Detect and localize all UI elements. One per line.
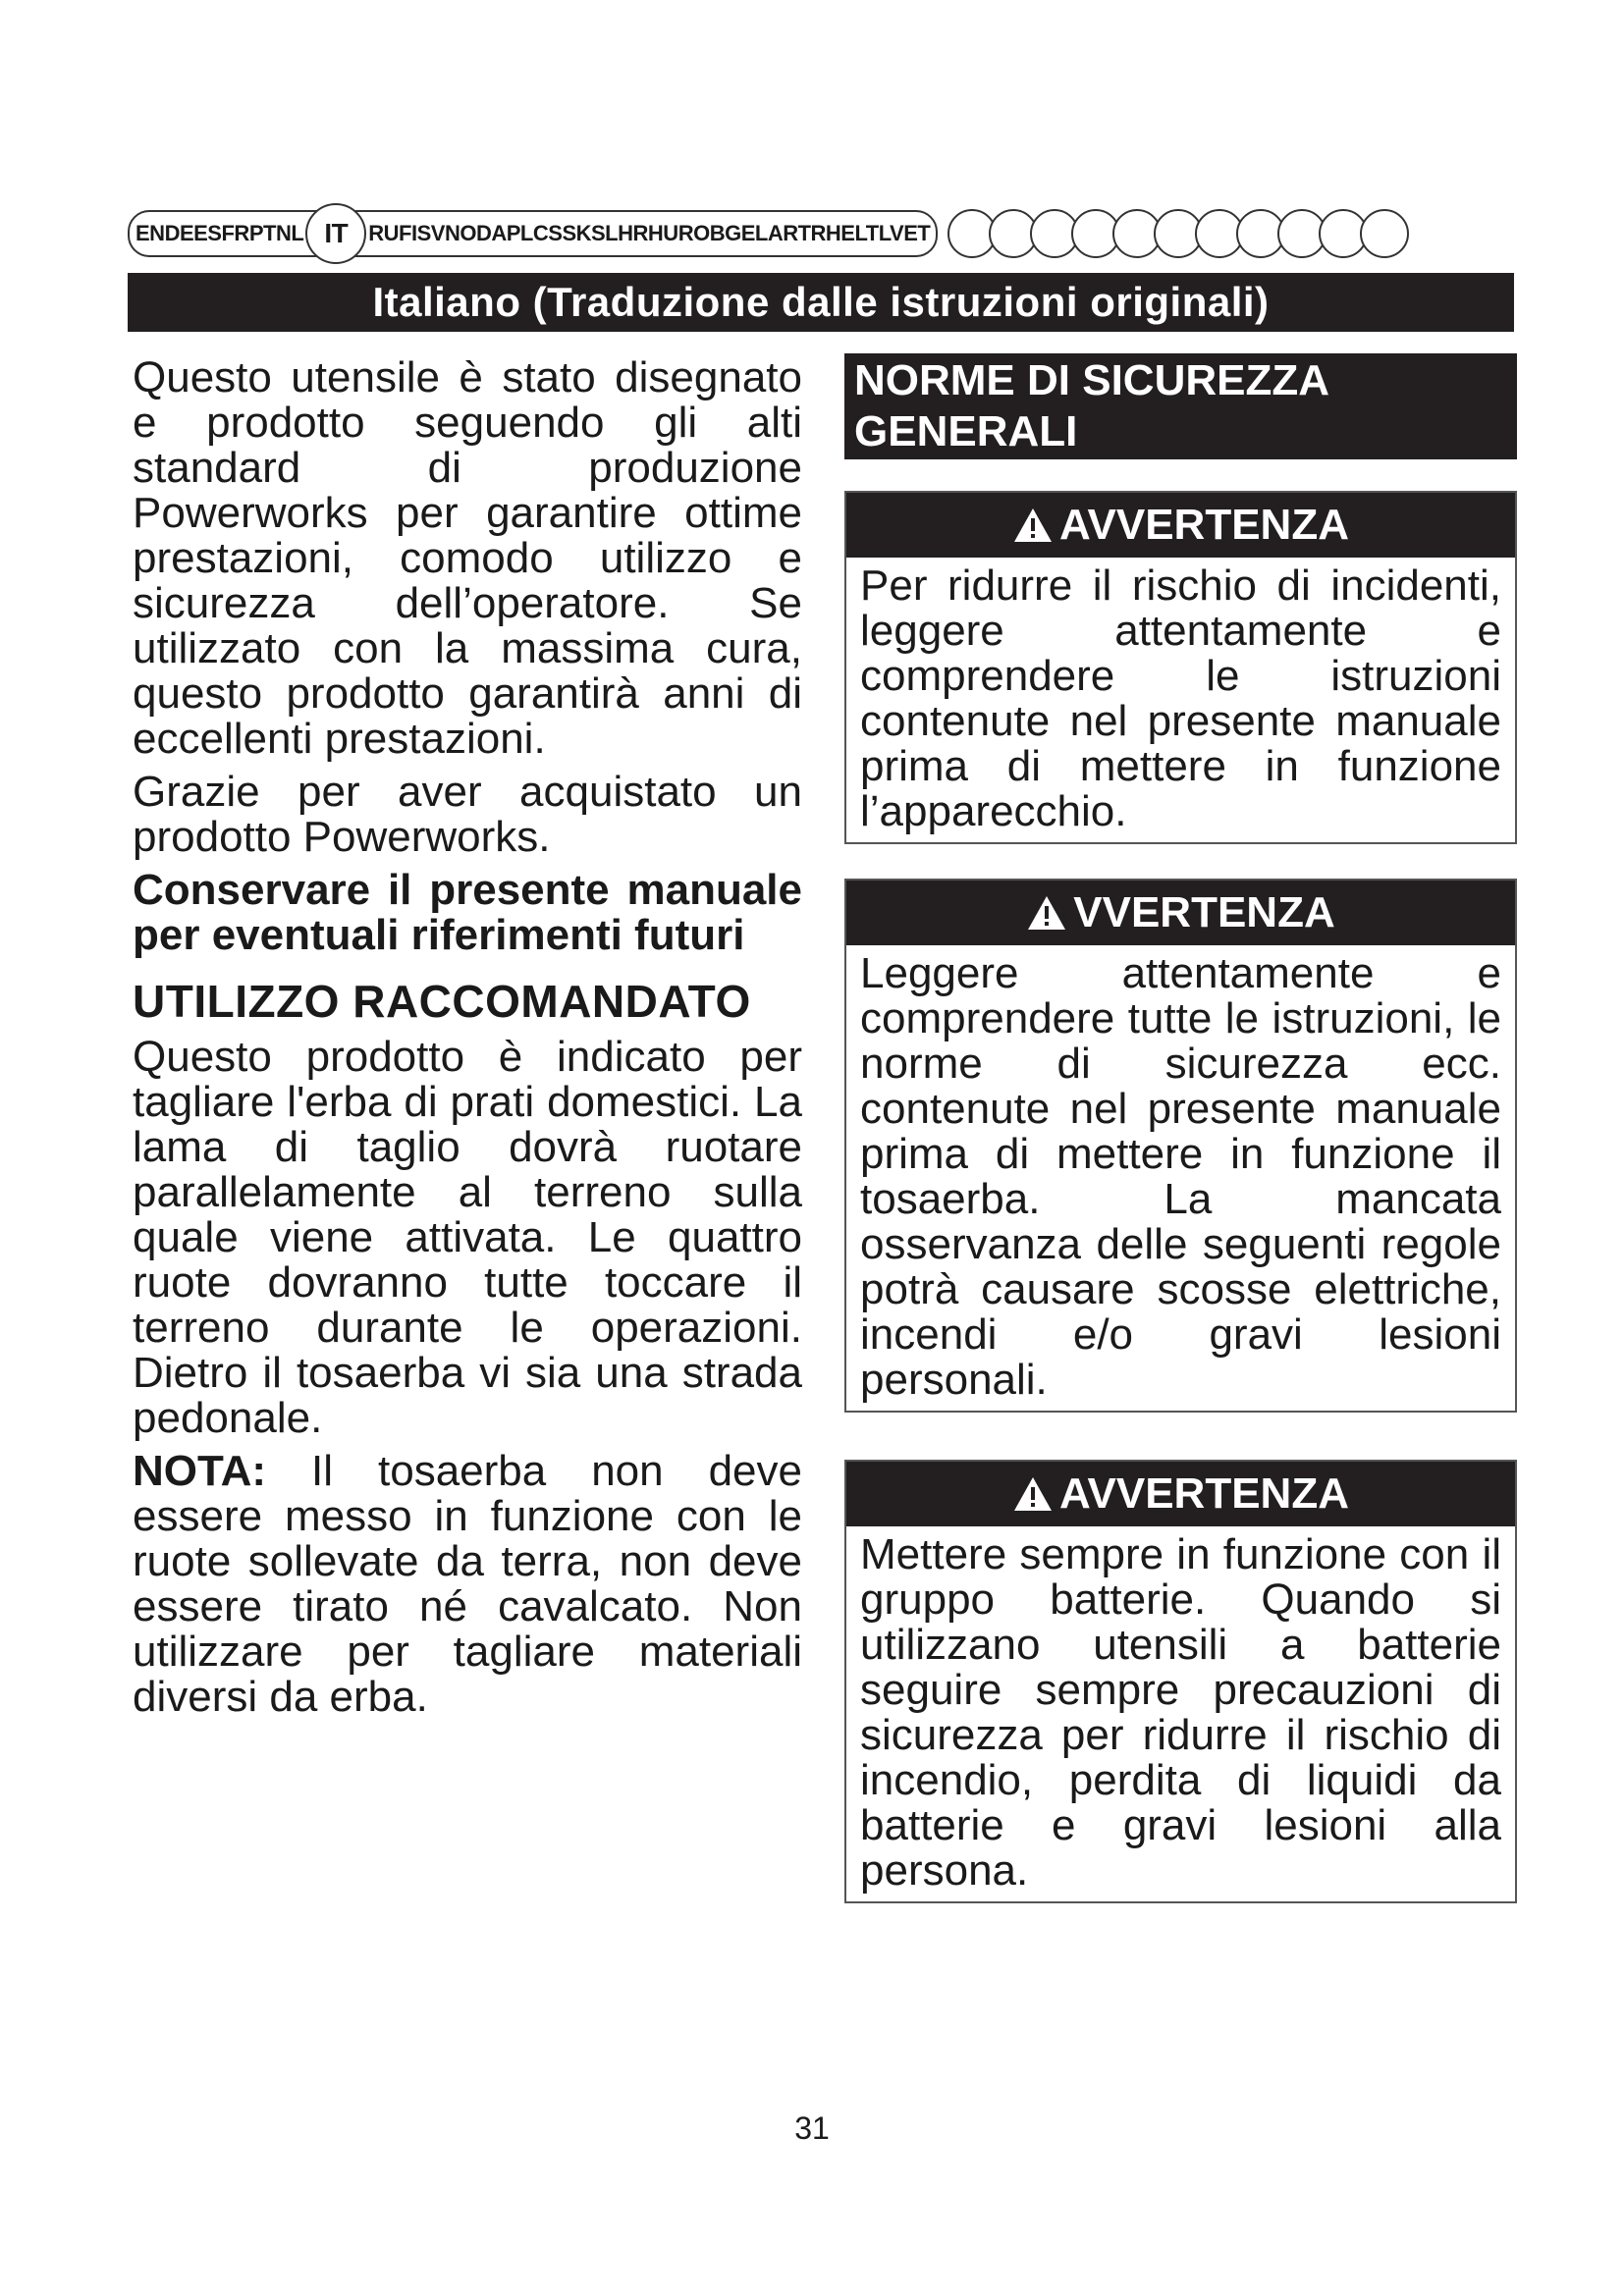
warning-header (846, 493, 1515, 558)
warning-triangle-icon (1026, 894, 1067, 932)
language-tab-strip (128, 208, 1517, 259)
language-tab-ro[interactable]: RO (677, 221, 710, 245)
language-codes (128, 210, 938, 257)
note-label: NOTA: (133, 1447, 267, 1495)
warning-text: Leggere attentamente e comprendere tutte le istruzioni, le norme di sicurezza ecc. contenute nel presente manuale prima di mettere in funzione il tosaerba. La mancata osservanza delle seguenti regole potrà causare scosse elettriche, incendi e/o gravi lesioni personali. (860, 949, 1501, 1404)
language-tab-lt[interactable]: LT (854, 221, 879, 245)
language-tab-et[interactable]: ET (903, 221, 931, 245)
warning-triangle-icon (1012, 507, 1054, 544)
warning-box-1 (844, 491, 1517, 844)
right-column (844, 353, 1517, 459)
language-tab-hu[interactable]: HU (647, 221, 678, 245)
warning-text: Per ridurre il rischio di incidenti, leggere attentamente e comprendere le istruzioni contenute nel presente manuale prima di mettere in funzione l’apparecchio. (860, 561, 1501, 835)
warning-box-2 (844, 879, 1517, 1413)
language-tab-sk[interactable]: SK (562, 221, 591, 245)
note-paragraph (133, 1449, 802, 1720)
language-tab-bg[interactable]: BG (709, 221, 741, 245)
language-tab-pt[interactable]: PT (248, 221, 276, 245)
warning-box-3 (844, 1460, 1517, 1903)
language-tab-ru[interactable]: RU (368, 221, 400, 245)
safety-section-heading: NORME DI SICUREZZA GENERALI (844, 353, 1517, 459)
language-tab-no[interactable]: NO (444, 221, 476, 245)
language-tab-de[interactable]: DE (164, 221, 194, 245)
language-tab-sl[interactable]: SL (591, 221, 619, 245)
language-tab-it[interactable]: IT (305, 203, 366, 264)
language-tab-fi[interactable]: FI (399, 221, 417, 245)
language-tab-ar[interactable]: AR (767, 221, 798, 245)
warning-title: AVVERTENZA (1059, 501, 1349, 549)
page-number: 31 (794, 2110, 830, 2146)
warning-title: AVVERTENZA (1059, 1469, 1349, 1518)
left-column (133, 355, 802, 1728)
language-tab-el[interactable]: EL (740, 221, 768, 245)
warning-header (846, 881, 1515, 945)
warning-triangle-icon (1012, 1475, 1054, 1513)
language-tab-sv[interactable]: SV (416, 221, 445, 245)
warning-title: VVERTENZA (1073, 888, 1335, 936)
language-tab-lv[interactable]: LV (878, 221, 904, 245)
language-tab-he[interactable]: HE (825, 221, 855, 245)
language-tab-da[interactable]: DA (475, 221, 507, 245)
language-tab-cs[interactable]: CS (532, 221, 563, 245)
keep-manual-note: Conservare il presente manuale per eventuali riferimenti futuri (133, 866, 802, 959)
warning-text: Mettere sempre in funzione con il gruppo batterie. Quando si utilizzano utensili a batterie seguire sempre precauzioni di sicurezza per ridurre il rischio di incendio, perdita di liquidi da batterie e gravi lesioni alla persona. (860, 1530, 1501, 1895)
recommended-use-heading: UTILIZZO RACCOMANDATO (133, 976, 751, 1027)
language-tab-es[interactable]: ES (193, 221, 222, 245)
language-tab-pl[interactable]: PL (506, 221, 533, 245)
thanks-paragraph: Grazie per aver acquistato un prodotto Powerworks. (133, 768, 802, 861)
recommended-use-paragraph: Questo prodotto è indicato per tagliare l'erba di prati domestici. La lama di taglio dovrà ruotare parallelamente al terreno sulla quale viene attivata. Le quattro ruote dovranno tutte toccare il terreno durante le operazioni. Dietro il tosaerba vi sia una strada pedonale. (133, 1033, 802, 1442)
warning-header (846, 1462, 1515, 1526)
language-tab-empty (1360, 209, 1409, 258)
language-tab-fr[interactable]: FR (221, 221, 249, 245)
intro-paragraph: Questo utensile è stato disegnato e prodotto seguendo gli alti standard di produzione Powerworks per garantire ottime prestazioni, comodo utilizzo e sicurezza dell’operatore. Se utilizzato con la massima cura, questo prodotto garantirà anni di eccellenti prestazioni. (133, 353, 802, 763)
page-title-bar (128, 273, 1514, 332)
language-tab-tr[interactable]: TR (797, 221, 826, 245)
note-text: Il tosaerba non deve essere messo in funzione con le ruote sollevate da terra, non deve essere tirato né cavalcato. Non utilizzare per tagliare materiali diversi da erba. (133, 1447, 802, 1721)
language-tab-hr[interactable]: HR (618, 221, 648, 245)
page-title: Italiano (Traduzione dalle istruzioni originali) (372, 279, 1270, 325)
language-tab-en[interactable]: EN (135, 221, 165, 245)
language-tab-nl[interactable]: NL (275, 221, 304, 245)
